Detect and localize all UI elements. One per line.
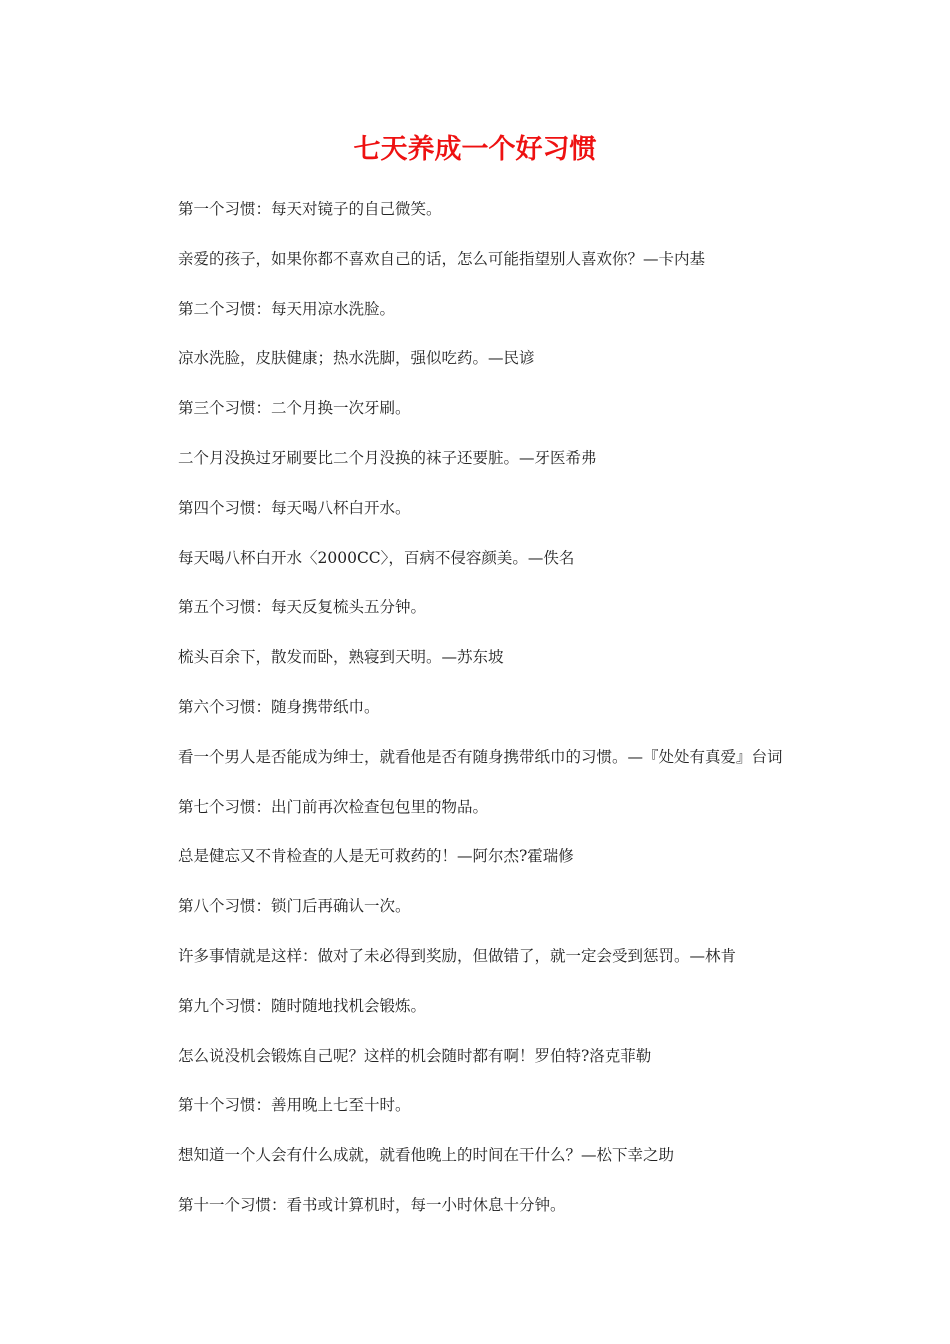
habit-heading: 第二个习惯：每天用凉水洗脸。 bbox=[178, 299, 396, 318]
habit-quote: 怎么说没机会锻炼自己呢？这样的机会随时都有啊！罗伯特?洛克菲勒 bbox=[178, 1046, 652, 1065]
habit-heading: 第三个习惯：二个月换一次牙刷。 bbox=[178, 399, 411, 418]
habit-quote: 许多事情就是这样：做对了未必得到奖励，但做错了，就一定会受到惩罚。—林肯 bbox=[178, 946, 737, 965]
habit-heading: 第十一个习惯：看书或计算机时，每一小时休息十分钟。 bbox=[178, 1195, 566, 1214]
habit-heading: 第四个习惯：每天喝八杯白开水。 bbox=[178, 498, 411, 517]
habit-quote: 总是健忘又不肯检查的人是无可救药的！—阿尔杰?霍瑞修 bbox=[178, 847, 574, 866]
habit-quote: 二个月没换过牙刷要比二个月没换的袜子还要脏。—牙医希弗 bbox=[178, 448, 597, 467]
habit-heading: 第七个习惯：出门前再次检查包包里的物品。 bbox=[178, 797, 489, 816]
habit-quote: 亲爱的孩子，如果你都不喜欢自己的话，怎么可能指望别人喜欢你？—卡内基 bbox=[178, 249, 706, 268]
document-title: 七天养成一个好习惯 bbox=[353, 134, 597, 165]
habit-heading: 第九个习惯：随时随地找机会锻炼。 bbox=[178, 996, 427, 1015]
habit-heading: 第五个习惯：每天反复梳头五分钟。 bbox=[178, 598, 427, 617]
habit-heading: 第十个习惯：善用晚上七至十时。 bbox=[178, 1096, 411, 1115]
habit-quote: 每天喝八杯白开水〈2000CC〉，百病不侵容颜美。—佚名 bbox=[178, 548, 575, 567]
habit-heading: 第一个习惯：每天对镜子的自己微笑。 bbox=[178, 200, 442, 218]
document-body bbox=[178, 196, 878, 1242]
habit-quote: 看一个男人是否能成为绅士，就看他是否有随身携带纸巾的习惯。—『处处有真爱』台词 bbox=[178, 747, 783, 766]
habit-heading: 第六个习惯：随身携带纸巾。 bbox=[178, 697, 380, 716]
habit-quote: 梳头百余下，散发而卧，熟寝到天明。—苏东坡 bbox=[178, 648, 504, 667]
habit-quote: 想知道一个人会有什么成就，就看他晚上的时间在干什么？—松下幸之助 bbox=[178, 1146, 675, 1165]
habit-heading: 第八个习惯：锁门后再确认一次。 bbox=[178, 897, 411, 916]
habit-quote: 凉水洗脸，皮肤健康；热水洗脚，强似吃药。—民谚 bbox=[178, 349, 535, 368]
